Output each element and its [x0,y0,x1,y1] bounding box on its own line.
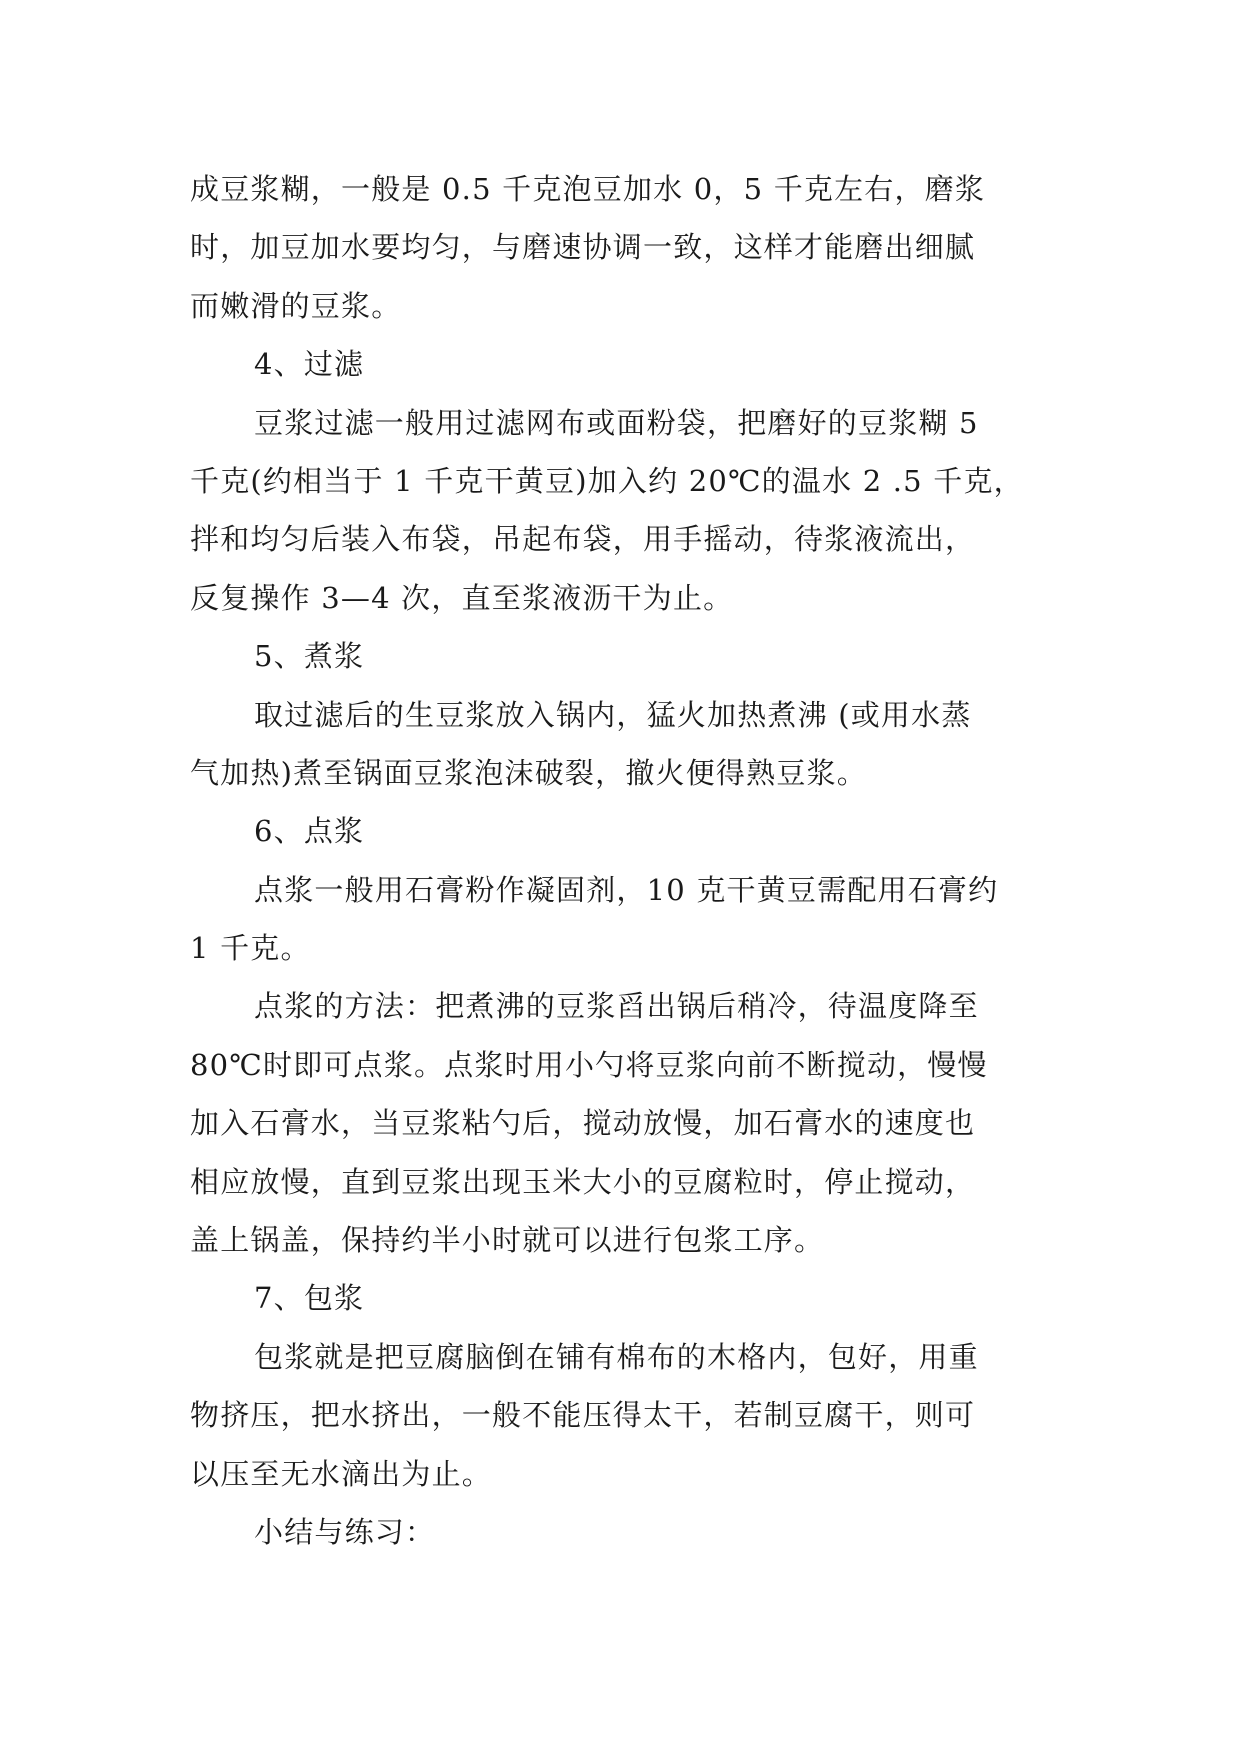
body-line: 包浆就是把豆腐脑倒在铺有棉布的木格内，包好，用重 [254,1339,979,1374]
section-heading-press: 7、包浆 [254,1281,365,1316]
section-heading-boil: 5、煮浆 [254,639,365,674]
body-line: 成豆浆糊，一般是 0.5 千克泡豆加水 0，5 千克左右，磨浆 [190,172,986,206]
body-line: 以压至无水滴出为止。 [190,1456,493,1491]
body-line: 反复操作 3—4 次，直至浆液沥干为止。 [190,580,734,615]
section-heading-filter: 4、过滤 [254,347,365,382]
body-line: 物挤压，把水挤出，一般不能压得太干，若制豆腐干，则可 [190,1398,976,1433]
body-line: 而嫩滑的豆浆。 [190,288,402,323]
body-line: 点浆的方法：把煮沸的豆浆舀出锅后稍冷，待温度降至 [254,989,979,1024]
body-line: 盖上锅盖，保持约半小时就可以进行包浆工序。 [190,1223,825,1258]
document-body [190,160,1050,1561]
section-heading-summary: 小结与练习： [254,1514,436,1549]
body-line: 豆浆过滤一般用过滤网布或面粉袋，把磨好的豆浆糊 5 [254,405,979,440]
body-line: 1 千克。 [190,931,311,966]
body-line: 点浆一般用石膏粉作凝固剂，10 克干黄豆需配用石膏约 [254,872,999,907]
body-line: 气加热)煮至锅面豆浆泡沫破裂，撤火便得熟豆浆。 [190,755,867,790]
section-heading-coagulate: 6、点浆 [254,814,365,849]
body-line: 时，加豆加水要均匀，与磨速协调一致，这样才能磨出细腻 [190,230,976,265]
body-line: 拌和均匀后装入布袋，吊起布袋，用手摇动，待浆液流出， [190,522,976,557]
body-line: 千克(约相当于 1 千克干黄豆)加入约 20℃的温水 2 .5 千克， [190,463,1024,498]
body-line: 加入石膏水，当豆浆粘勺后，搅动放慢，加石膏水的速度也 [190,1106,976,1141]
body-line: 相应放慢，直到豆浆出现玉米大小的豆腐粒时，停止搅动， [190,1164,976,1199]
body-line: 80℃时即可点浆。点浆时用小勺将豆浆向前不断搅动，慢慢 [190,1047,988,1082]
body-line: 取过滤后的生豆浆放入锅内，猛火加热煮沸 (或用水蒸 [254,697,972,732]
